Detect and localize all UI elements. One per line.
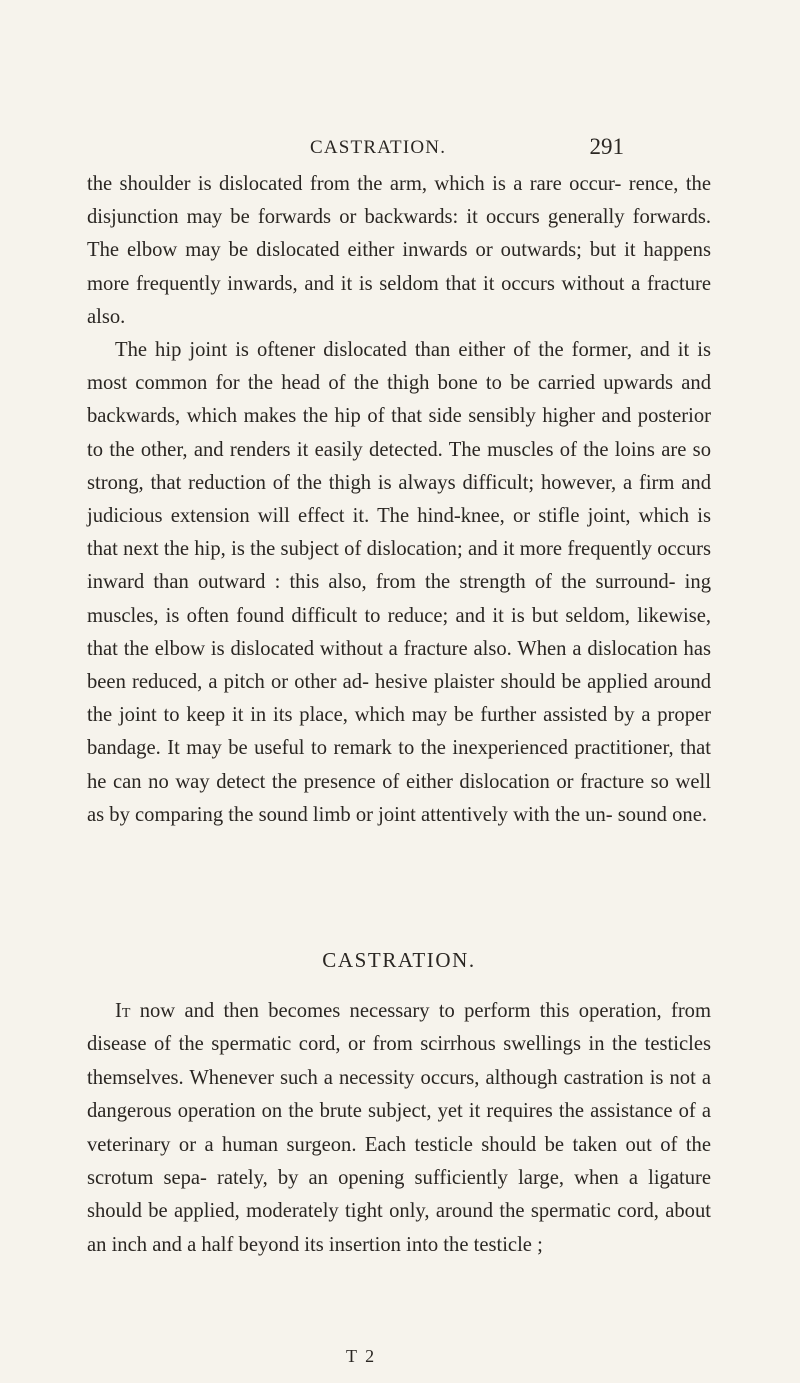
page-number: 291 [589, 134, 624, 159]
section-text [87, 995, 711, 1262]
body-text [87, 168, 711, 832]
section-heading-castration: CASTRATION. [322, 948, 476, 972]
signature-mark: T 2 [346, 1346, 377, 1366]
paragraph-castration [87, 995, 711, 1262]
paragraph-hip-dislocation: The hip joint is oftener dislocated than either of the former, and it is most common for the head of the thigh bone to be carried upwards and backwards, which makes the hip of that side sensibly higher and posterior to the other, and renders it easily detected. The muscles of the loins are so strong, that reduction of the thigh is always difficult; however, a firm and judicious extension will effect it. The hind-knee, or stifle joint, which is that next the hip, is the subject of dislocation; and it more frequently occurs inward than outward : this also, from the strength of the surround- ing muscles, is often found difficult to reduce; and it is but seldom, likewise, that the elbow is dislocated without a fracture also. When a dislocation has been reduced, a pitch or other ad- hesive plaister should be applied around the joint to keep it in its place, which may be further assisted by a proper bandage. It may be useful to remark to the inexperienced practitioner, that he can no way detect the presence of either dislocation or fracture so well as by comparing the sound limb or joint attentively with the un- sound one. [87, 339, 711, 826]
running-head [200, 133, 624, 163]
lead-word: It [115, 1000, 131, 1022]
paragraph-shoulder-dislocation: the shoulder is dislocated from the arm, which is a rare occur- rence, the disjunction may be forwards or backwards: it occurs generally forwards. The elbow may be dislocated either inwards or outwards; but it happens more frequently inwards, and it is seldom that it occurs without a fracture also. [87, 173, 711, 328]
running-title: CASTRATION. [310, 137, 447, 158]
paragraph-castration-body: now and then becomes necessary to perform this operation, from disease of the spermatic cord, or from scirrhous swellings in the testicles themselves. Whenever such a necessity occurs, although castration is not a dangerous operation on the brute subject, yet it requires the assistance of a veterinary or a human surgeon. Each testicle should be taken out of the scrotum sepa- rately, by an opening sufficiently large, when a ligature should be applied, moderately tight only, around the spermatic cord, about an inch and a half beyond its insertion into the testicle ; [87, 1000, 711, 1256]
